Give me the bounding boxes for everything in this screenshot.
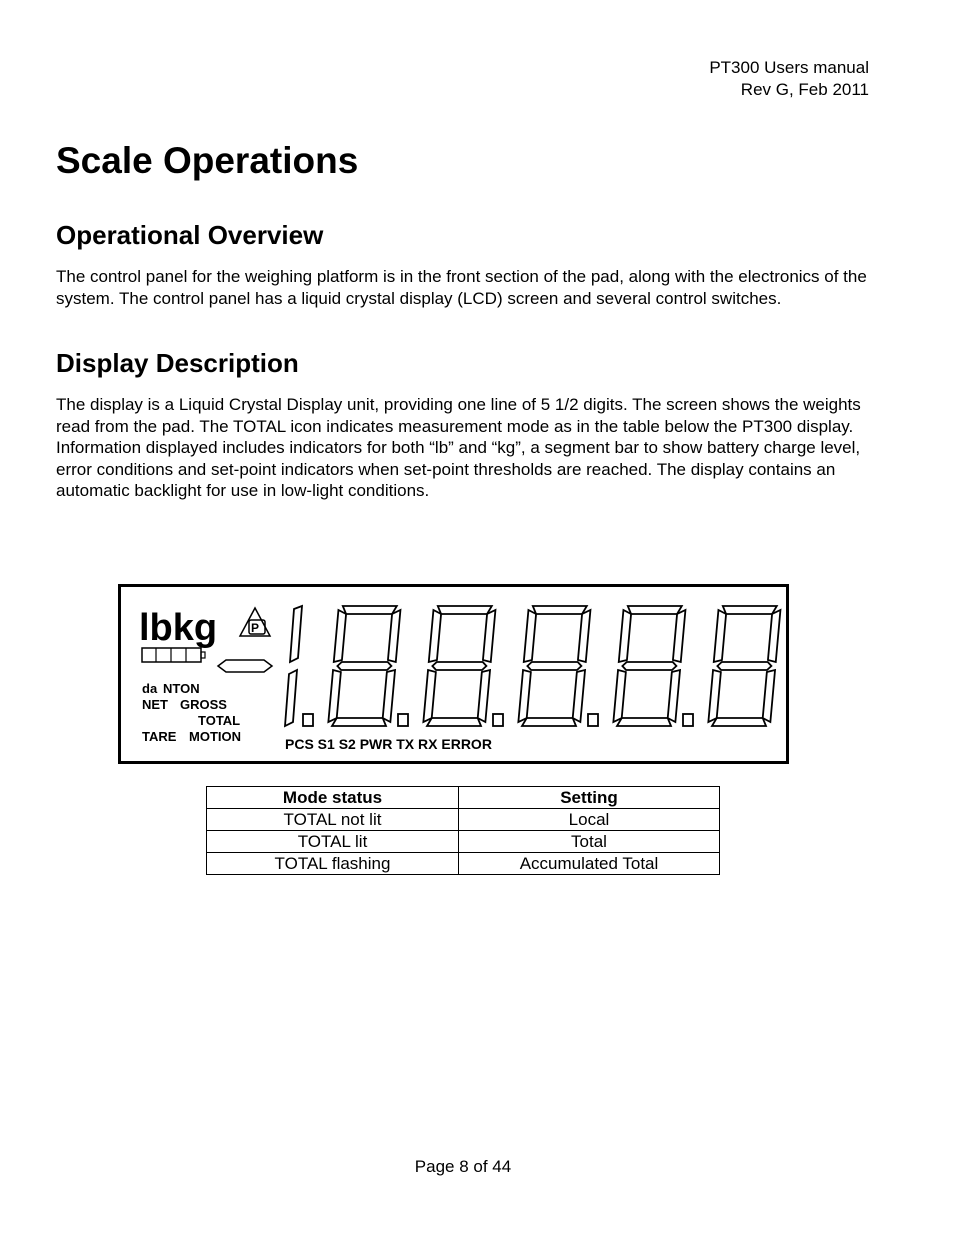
table-cell-mode: TOTAL not lit (207, 809, 459, 831)
document-revision: Rev G, Feb 2011 (740, 80, 869, 99)
page-title: Scale Operations (56, 140, 359, 181)
section-heading-operational-overview: Operational Overview (56, 220, 324, 250)
table-cell-setting: Total (459, 831, 720, 853)
mode-status-table (206, 786, 720, 875)
column-header-setting: Setting (459, 787, 720, 809)
p-indicator-label: P (251, 621, 260, 635)
gross-indicator: GROSS (180, 697, 227, 712)
table-cell-setting: Accumulated Total (459, 853, 720, 875)
table-row (207, 831, 720, 853)
display-description-paragraph: The display is a Liquid Crystal Display unit, providing one line of 5 1/2 digits. The screen shows the weights read from the pad. The TOTAL icon indicates measurement mode as in the table below the PT300 display. Information displayed includes indicators for both “lb” and “kg”, a segment bar to show battery charge level, error conditions and set-point indicators when set-point thresholds are reached. The display contains an automatic backlight for use in low-light conditions. (56, 395, 861, 500)
column-header-mode-status: Mode status (207, 787, 459, 809)
lcd-units-lbkg: lbkg (139, 607, 218, 649)
table-row (207, 809, 720, 831)
tare-indicator: TARE (142, 729, 177, 744)
motion-indicator: MOTION (189, 729, 241, 744)
lcd-display-diagram (118, 584, 789, 764)
net-indicator: NET (142, 697, 168, 712)
table-cell-mode: TOTAL lit (207, 831, 459, 853)
status-indicators: PCS S1 S2 PWR TX RX ERROR (285, 736, 492, 752)
document-header (709, 57, 869, 101)
page-number: Page 8 of 44 (414, 1157, 512, 1176)
table-row (207, 853, 720, 875)
da-indicator: da (142, 681, 158, 696)
table-header-row (207, 787, 720, 809)
table-cell-mode: TOTAL flashing (207, 853, 459, 875)
table-cell-setting: Local (459, 809, 720, 831)
document-title: PT300 Users manual (709, 58, 869, 77)
section-heading-display-description: Display Description (56, 348, 299, 378)
total-indicator: TOTAL (198, 713, 241, 728)
nton-indicator: NTON (163, 681, 200, 696)
operational-overview-paragraph: The control panel for the weighing platform is in the front section of the pad, along with the electronics of the system. The control panel has a liquid crystal display (LCD) screen and several control switches. (56, 267, 867, 308)
